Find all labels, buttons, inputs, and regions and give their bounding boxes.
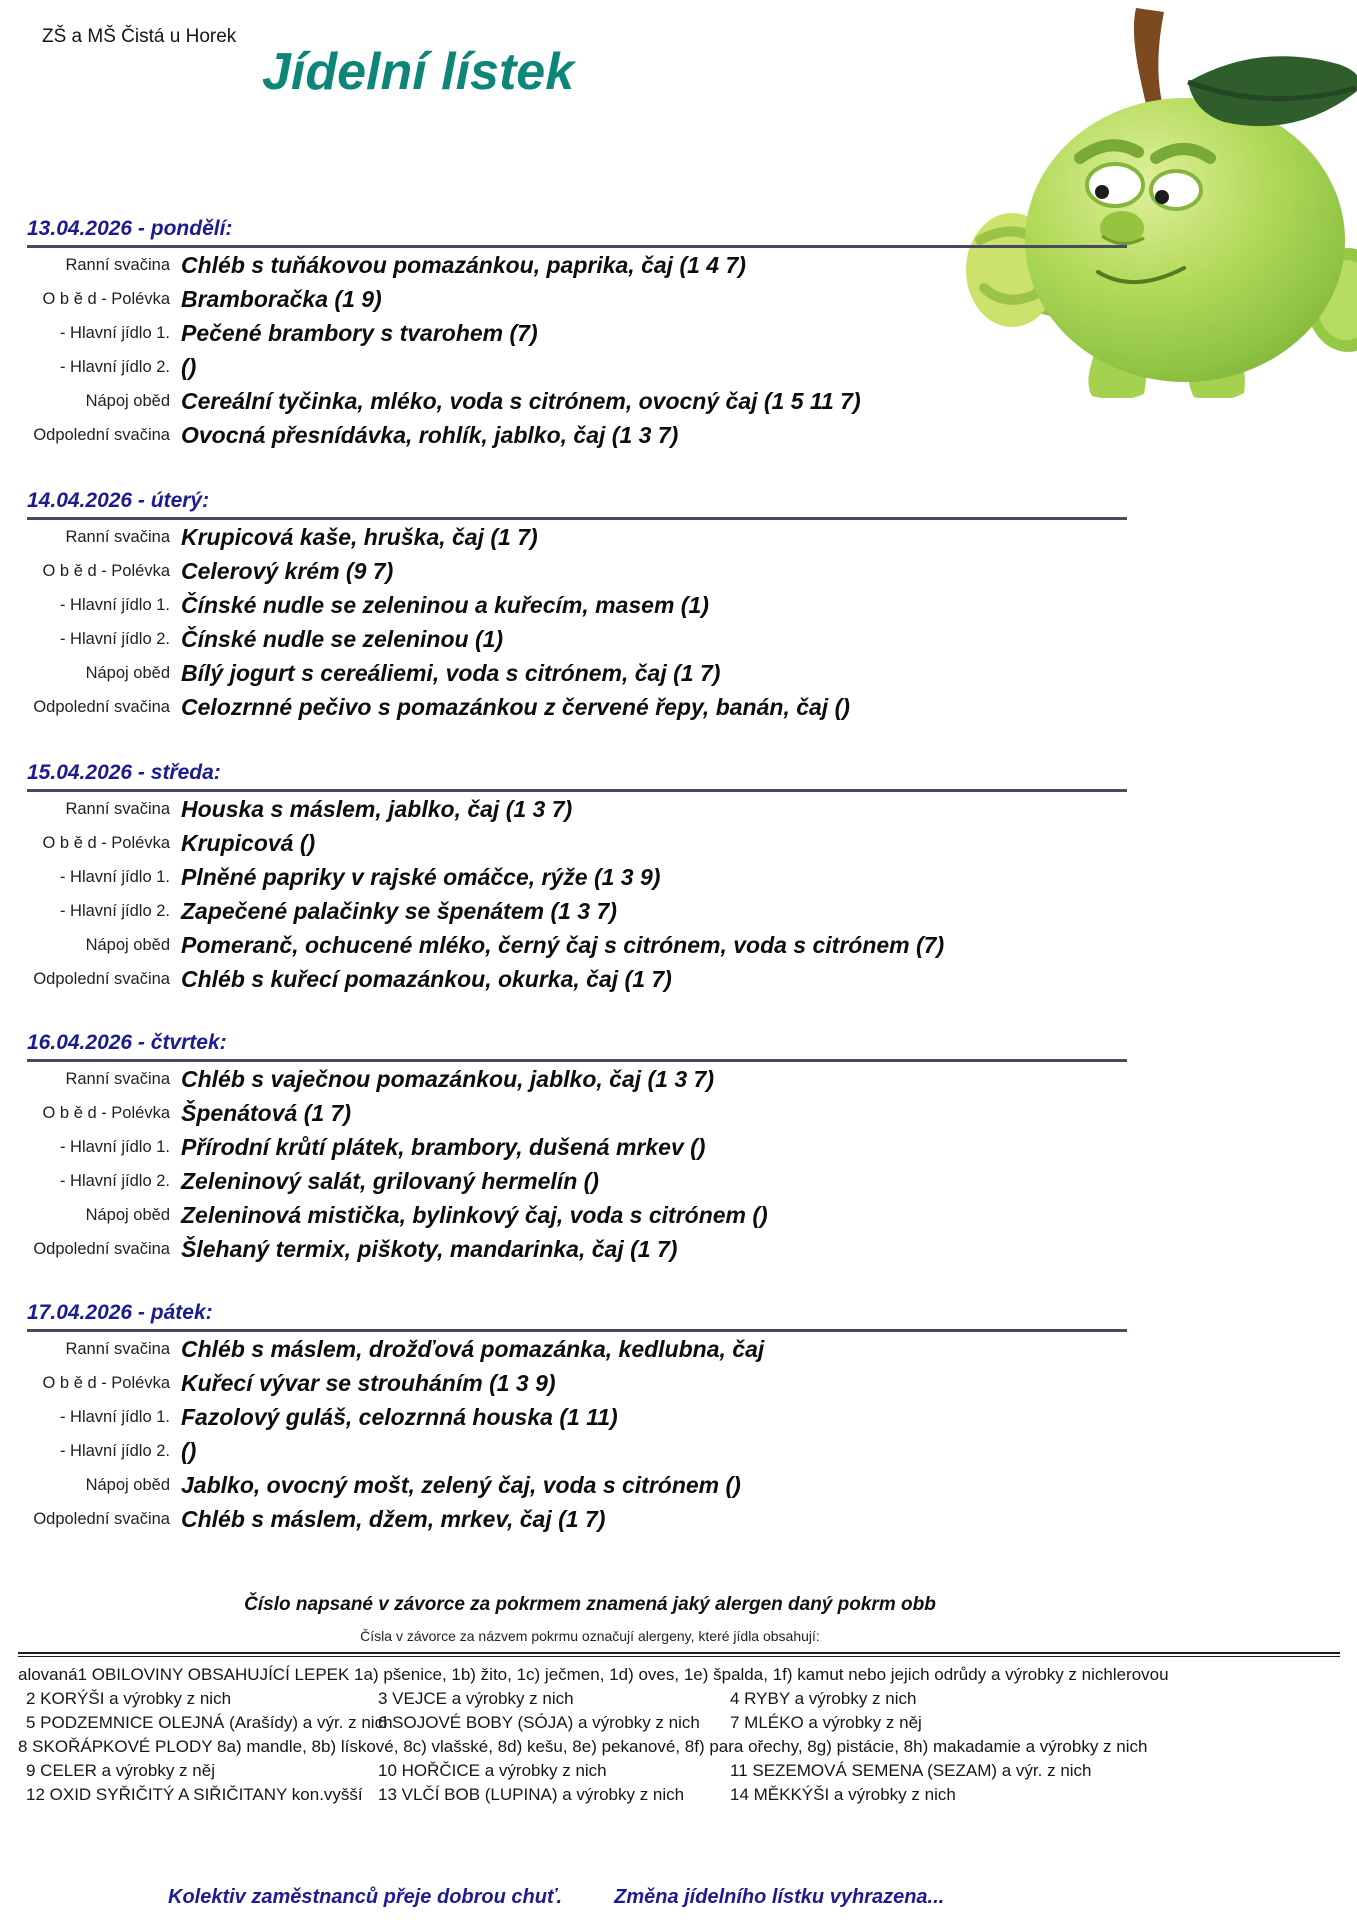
meal-text: Čínské nudle se zeleninou a kuřecím, masem (1) (181, 591, 709, 618)
meal-text: Pečené brambory s tvarohem (7) (181, 319, 538, 346)
meal-label: - Hlavní jídlo 2. (59, 357, 170, 376)
meal-text: Plněné papriky v rajské omáčce, rýže (1 3 9) (181, 863, 661, 890)
meal-row (27, 1366, 1127, 1400)
meal-label: Ranní svačina (65, 255, 170, 274)
meal-label: - Hlavní jídlo 2. (59, 629, 170, 648)
meal-row (27, 1164, 1127, 1198)
day-section-tuesday (27, 488, 1127, 724)
meal-row (27, 928, 1127, 962)
meal-row (27, 622, 1127, 656)
day-date-heading: 15.04.2026 - středa: (27, 761, 221, 784)
meal-label: O b ě d - Polévka (42, 289, 170, 308)
meal-text: Zeleninový salát, grilovaný hermelín () (181, 1167, 599, 1194)
meal-row (27, 1198, 1127, 1232)
allergen-note-primary: Číslo napsané v závorce za pokrmem znamená jaký alergen daný pokrm obb (244, 1594, 936, 1615)
meal-label: - Hlavní jídlo 2. (59, 901, 170, 920)
meal-row (27, 826, 1127, 860)
meal-text: Celerový krém (9 7) (181, 557, 394, 584)
meal-label: Odpolední svačina (33, 969, 170, 988)
meal-text: Chléb s máslem, džem, mrkev, čaj (1 7) (181, 1505, 606, 1532)
allergen-cell: 12 OXID SYŘIČITÝ A SIŘIČITANY kon.vyšší (26, 1785, 363, 1804)
meal-label: O b ě d - Polévka (42, 1373, 170, 1392)
day-date-heading: 14.04.2026 - úterý: (27, 489, 210, 512)
allergen-list (18, 1652, 1340, 1807)
meal-row (27, 1096, 1127, 1130)
meal-label: O b ě d - Polévka (42, 561, 170, 580)
meal-row (27, 656, 1127, 690)
allergen-row-nuts: 8 SKOŘÁPKOVÉ PLODY 8a) mandle, 8b) lískové, 8c) vlašské, 8d) kešu, 8e) pekanové, 8f) para ořechy, 8g) pistácie, 8h) makadamie a výrobky z nich (18, 1737, 1148, 1756)
meal-label: Nápoj oběd (85, 663, 170, 682)
allergen-cell: 14 MĚKKÝŠI a výrobky z nich (730, 1785, 956, 1804)
day-date-heading: 16.04.2026 - čtvrtek: (27, 1031, 227, 1054)
meal-text: Zeleninová mistička, bylinkový čaj, voda s citrónem () (181, 1201, 768, 1228)
meal-text: Bramboračka (1 9) (181, 285, 382, 312)
meal-row (27, 1130, 1127, 1164)
meal-text: Bílý jogurt s cereáliemi, voda s citrónem, čaj (1 7) (181, 659, 721, 686)
meal-text: Cereální tyčinka, mléko, voda s citrónem, ovocný čaj (1 5 11 7) (181, 387, 861, 414)
meal-text: Pomeranč, ochucené mléko, černý čaj s citrónem, voda s citrónem (7) (181, 931, 945, 958)
meal-label: - Hlavní jídlo 2. (59, 1171, 170, 1190)
meal-text: Chléb s vaječnou pomazánkou, jablko, čaj (1 3 7) (181, 1065, 714, 1092)
meal-row (27, 384, 1127, 418)
day-section-wednesday (27, 760, 1127, 996)
meal-label: Odpolední svačina (33, 1239, 170, 1258)
meal-text: Šlehaný termix, piškoty, mandarinka, čaj (1 7) (181, 1235, 678, 1262)
meal-label: Ranní svačina (65, 1339, 170, 1358)
meal-text: () (181, 1437, 197, 1464)
meal-text: Fazolový guláš, celozrnná houska (1 11) (181, 1403, 618, 1430)
meal-row (27, 860, 1127, 894)
day-section-monday (27, 216, 1127, 452)
footer (168, 1886, 944, 1909)
meal-text: Chléb s kuřecí pomazánkou, okurka, čaj (1 7) (181, 965, 672, 992)
allergen-row (18, 1783, 1340, 1807)
meal-label: Ranní svačina (65, 527, 170, 546)
meal-label: Odpolední svačina (33, 697, 170, 716)
meal-label: Odpolední svačina (33, 425, 170, 444)
meal-label: - Hlavní jídlo 2. (59, 1441, 170, 1460)
meal-row (27, 316, 1127, 350)
meal-text: Celozrnné pečivo s pomazánkou z červené řepy, banán, čaj () (181, 693, 850, 720)
meal-row (27, 894, 1127, 928)
meal-row (27, 1434, 1127, 1468)
meal-text: Přírodní krůtí plátek, brambory, dušená mrkev () (181, 1133, 706, 1160)
allergen-cell: 13 VLČÍ BOB (LUPINA) a výrobky z nich (378, 1785, 685, 1804)
meal-text: Krupicová kaše, hruška, čaj (1 7) (181, 523, 538, 550)
allergen-row (18, 1759, 1340, 1783)
meal-row (27, 248, 1127, 282)
allergen-cell: 5 PODZEMNICE OLEJNÁ (Arašídy) a výr. z nich (26, 1713, 393, 1732)
meal-row (27, 1400, 1127, 1434)
meal-row (27, 282, 1127, 316)
meal-label: Ranní svačina (65, 799, 170, 818)
meal-text: Krupicová () (181, 829, 316, 856)
meal-row (27, 962, 1127, 996)
allergen-cell: 7 MLÉKO a výrobky z něj (730, 1713, 922, 1732)
allergen-row (18, 1711, 1340, 1735)
meal-row (27, 1502, 1127, 1536)
allergen-notes (20, 1594, 1160, 1644)
meal-text: Chléb s tuňákovou pomazánkou, paprika, čaj (1 4 7) (181, 251, 746, 278)
footer-wish: Kolektiv zaměstnanců přeje dobrou chuť. (168, 1886, 563, 1908)
day-date-heading: 17.04.2026 - pátek: (27, 1301, 213, 1324)
meal-text: Ovocná přesnídávka, rohlík, jablko, čaj (1 3 7) (181, 421, 679, 448)
meal-label: - Hlavní jídlo 1. (59, 1137, 170, 1156)
page-title: Jídelní lístek (262, 43, 575, 101)
meal-text: Špenátová (1 7) (181, 1099, 351, 1126)
allergen-cell: 10 HOŘČICE a výrobky z nich (378, 1761, 607, 1780)
meal-label: - Hlavní jídlo 1. (59, 867, 170, 886)
meal-text: Kuřecí vývar se strouháním (1 3 9) (181, 1369, 556, 1396)
meal-text: Chléb s máslem, drožďová pomazánka, kedlubna, čaj (181, 1335, 765, 1362)
meal-label: O b ě d - Polévka (42, 1103, 170, 1122)
meal-label: Nápoj oběd (85, 1475, 170, 1494)
day-section-friday (27, 1300, 1127, 1536)
meal-row (27, 792, 1127, 826)
allergen-note-secondary: Čísla v závorce za názvem pokrmu označují alergeny, které jídla obsahují: (360, 1628, 820, 1644)
day-section-thursday (27, 1030, 1127, 1266)
meal-label: Nápoj oběd (85, 1205, 170, 1224)
meal-row (27, 418, 1127, 452)
mascot-stem (1134, 8, 1164, 104)
school-name: ZŠ a MŠ Čistá u Horek (42, 26, 237, 47)
meal-label: - Hlavní jídlo 1. (59, 1407, 170, 1426)
meal-label: - Hlavní jídlo 1. (59, 323, 170, 342)
allergen-cell: 6 SOJOVÉ BOBY (SÓJA) a výrobky z nich (378, 1713, 700, 1732)
meal-text: Houska s máslem, jablko, čaj (1 3 7) (181, 795, 573, 822)
allergen-cell: 11 SEZEMOVÁ SEMENA (SEZAM) a výr. z nich (730, 1761, 1092, 1780)
allergen-cell: 4 RYBY a výrobky z nich (730, 1689, 917, 1708)
allergen-row-gluten: alovaná1 OBILOVINY OBSAHUJÍCÍ LEPEK 1a) pšenice, 1b) žito, 1c) ječmen, 1d) oves, 1e) špalda, 1f) kamut nebo jejich odrůdy a výrobky z nichlerovou (18, 1665, 1169, 1684)
meal-row (27, 588, 1127, 622)
meal-row (27, 520, 1127, 554)
meal-row (27, 350, 1127, 384)
meal-label: Nápoj oběd (85, 391, 170, 410)
meal-text: Zapečené palačinky se špenátem (1 3 7) (181, 897, 617, 924)
meal-label: Odpolední svačina (33, 1509, 170, 1528)
meal-text: () (181, 353, 197, 380)
meal-text: Jablko, ovocný mošt, zelený čaj, voda s citrónem () (181, 1471, 741, 1498)
meal-row (27, 1232, 1127, 1266)
meal-row (27, 1332, 1127, 1366)
meal-row (27, 554, 1127, 588)
allergen-divider (18, 1652, 1340, 1657)
allergen-cell: 9 CELER a výrobky z něj (26, 1761, 215, 1780)
footer-notice: Změna jídelního lístku vyhrazena... (614, 1886, 945, 1908)
meal-label: - Hlavní jídlo 1. (59, 595, 170, 614)
meal-label: Nápoj oběd (85, 935, 170, 954)
meal-label: O b ě d - Polévka (42, 833, 170, 852)
meal-row (27, 1468, 1127, 1502)
day-date-heading: 13.04.2026 - pondělí: (27, 217, 233, 240)
allergen-row (18, 1687, 1340, 1711)
meal-row (27, 1062, 1127, 1096)
allergen-cell: 3 VEJCE a výrobky z nich (378, 1689, 574, 1708)
meal-text: Čínské nudle se zeleninou (1) (181, 625, 504, 652)
meal-row (27, 690, 1127, 724)
meal-label: Ranní svačina (65, 1069, 170, 1088)
allergen-cell: 2 KORÝŠI a výrobky z nich (26, 1689, 232, 1708)
